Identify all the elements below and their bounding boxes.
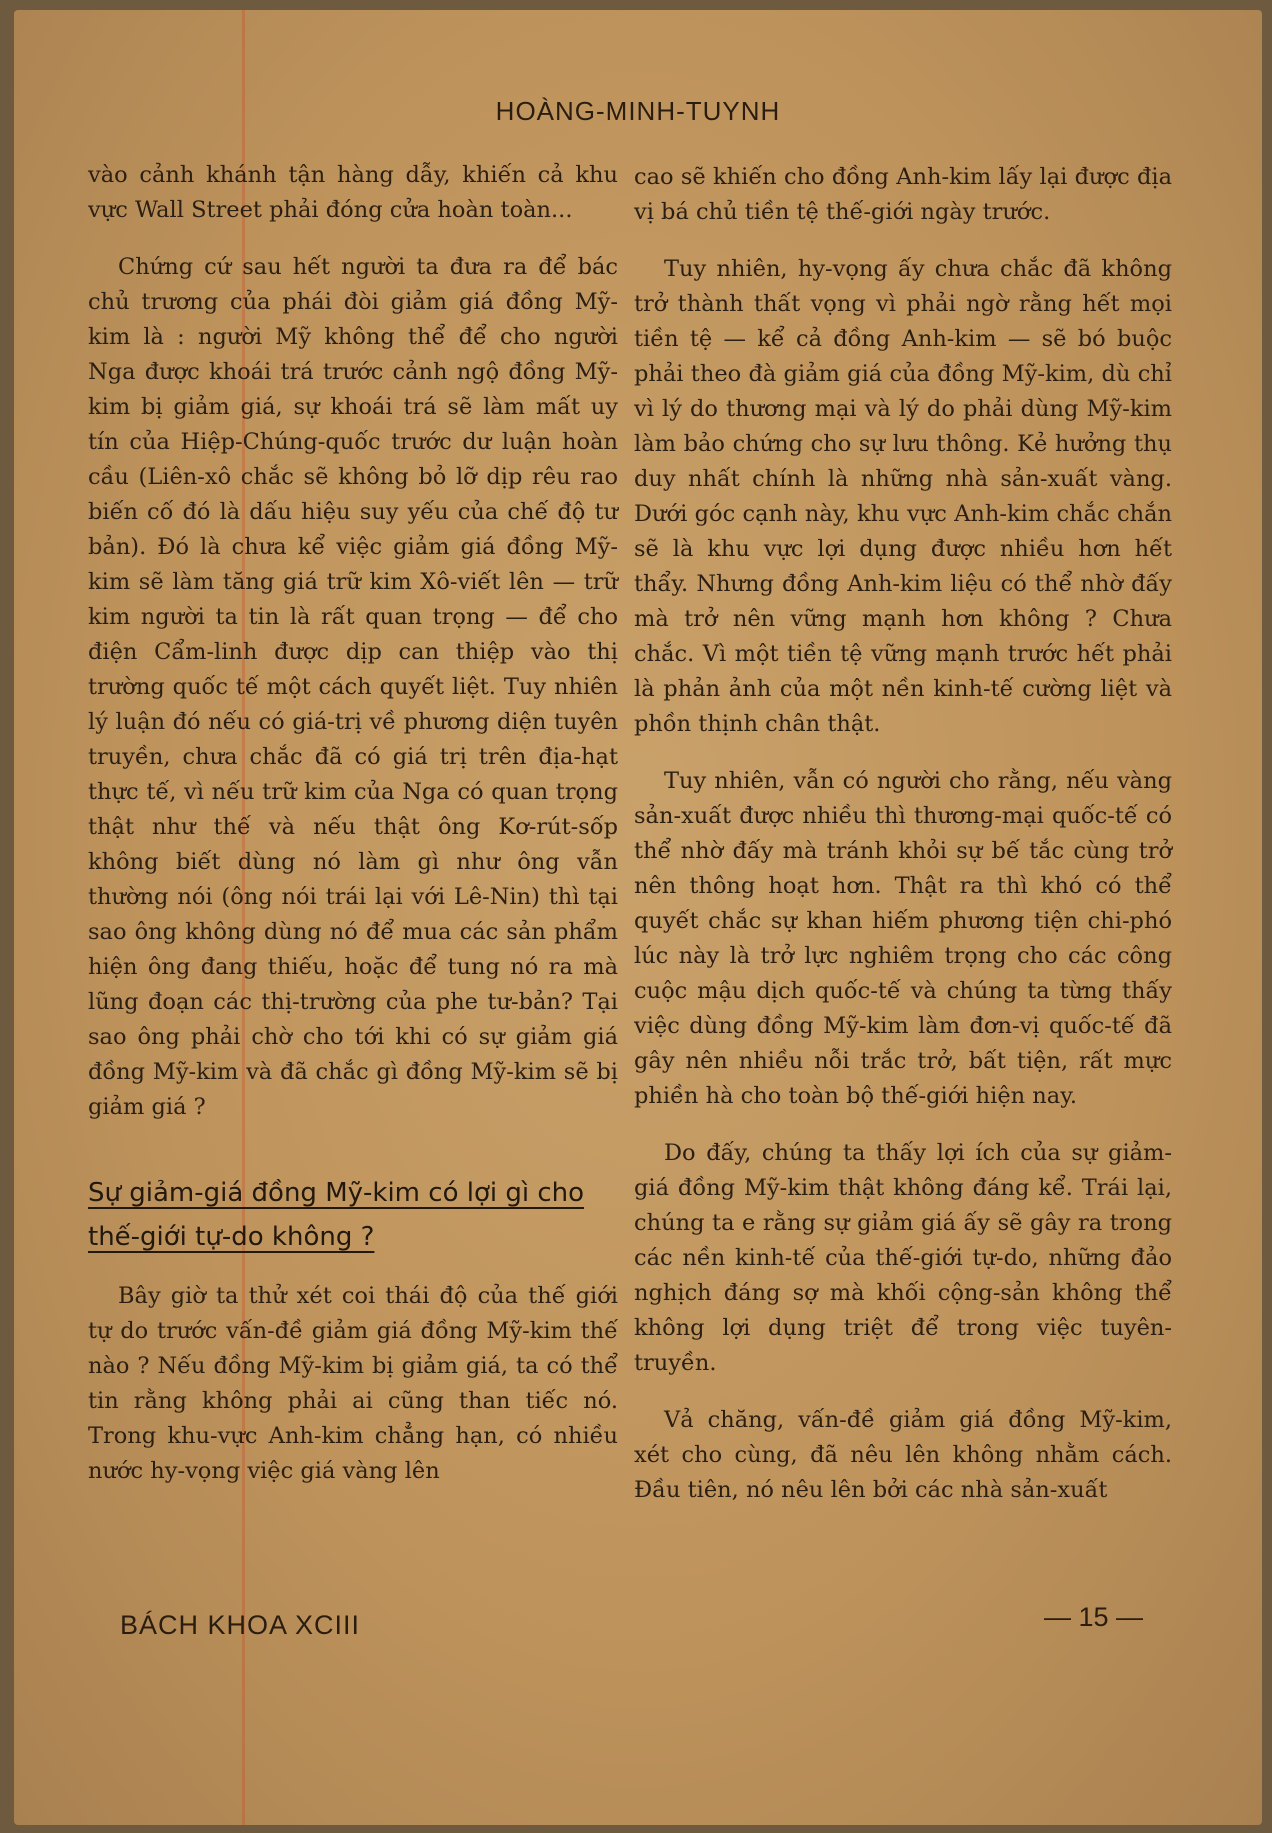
section-heading-text: Sự giảm-giá đồng Mỹ-kim có lợi gì cho thế-giới tự-do không ? bbox=[88, 1178, 585, 1252]
paragraph: Bây giờ ta thử xét coi thái độ của thế giới tự do trước vấn-đề giảm giá đồng Mỹ-kim thế nào ? Nếu đồng Mỹ-kim bị giảm giá, ta có thể tin rằng không phải ai cũng than tiếc nó. Trong khu-vực Anh-kim chẳng hạn, có nhiều nước hy-vọng việc giá vàng lên bbox=[88, 1283, 618, 1484]
paragraph: vào cảnh khánh tận hàng dẫy, khiến cả khu vực Wall Street phải đóng cửa hoàn toàn... bbox=[88, 162, 618, 223]
section-heading bbox=[88, 1171, 618, 1259]
right-column bbox=[634, 160, 1172, 1530]
paragraph: cao sẽ khiến cho đồng Anh-kim lấy lại được địa vị bá chủ tiền tệ thế-giới ngày trước. bbox=[634, 164, 1172, 225]
paragraph: Chứng cứ sau hết người ta đưa ra để bác chủ trương của phái đòi giảm giá đồng Mỹ-kim là : người Mỹ không thể để cho người Nga được khoái trá trước cảnh ngộ đồng Mỹ-kim bị giảm giá, sự khoái trá sẽ làm mất uy tín của Hiệp-Chúng-quốc trước dư luận hoàn cầu (Liên-xô chắc sẽ không bỏ lỡ dịp rêu rao biến cố đó là dấu hiệu suy yếu của chế độ tư bản). Đó là chưa kể việc giảm giá đồng Mỹ-kim sẽ làm tăng giá trữ kim Xô-viết lên — trữ kim người ta tin là rất quan trọng — để cho điện Cẩm-linh được dịp can thiệp vào thị trường quốc tế một cách quyết liệt. Tuy nhiên lý luận đó nếu có giá-trị về phương diện tuyên truyền, chưa chắc đã có giá trị trên địa-hạt thực tế, vì nếu trữ kim của Nga có quan trọng thật như thế và nếu thật ông Kơ-rút-sốp không biết dùng nó làm gì như ông vẫn thường nói (ông nói trái lại với Lê-Nin) thì tại sao ông không dùng nó để mua các sản phẩm hiện ông đang thiếu, hoặc để tung nó ra mà lũng đoạn các thị-trường của phe tư-bản? Tại sao ông phải chờ cho tới khi có sự giảm giá đồng Mỹ-kim và đã chắc gì đồng Mỹ-kim sẽ bị giảm giá ? bbox=[88, 254, 618, 1120]
paragraph: Tuy nhiên, vẫn có người cho rằng, nếu vàng sản-xuất được nhiều thì thương-mại quốc-tế có thể nhờ đấy mà tránh khỏi sự bế tắc cùng trở nên thông hoạt hơn. Thật ra thì khó có thể quyết chắc sự khan hiếm phương tiện chi-phó lúc này là trở lực nghiêm trọng cho các công cuộc mậu dịch quốc-tế và chúng ta từng thấy việc dùng đồng Mỹ-kim làm đơn-vị quốc-tế đã gây nên nhiều nỗi trắc trở, bất tiện, rất mực phiền hà cho toàn bộ thế-giới hiện nay. bbox=[634, 768, 1172, 1109]
publication-footer: BÁCH KHOA XCIII bbox=[120, 1610, 361, 1640]
left-column bbox=[88, 158, 618, 1511]
page-paper bbox=[14, 10, 1262, 1825]
paragraph: Vả chăng, vấn-đề giảm giá đồng Mỹ-kim, xét cho cùng, đã nêu lên không nhằm cách. Đầu tiên, nó nêu lên bởi các nhà sản-xuất bbox=[634, 1407, 1172, 1503]
paragraph: Do đấy, chúng ta thấy lợi ích của sự giảm-giá đồng Mỹ-kim thật không đáng kể. Trái lại, chúng ta e rằng sự giảm giá ấy sẽ gây ra trong các nền kinh-tế của thế-giới tự-do, những đảo nghịch đáng sợ mà khối cộng-sản không thể không lợi dụng triệt để trong việc tuyên-truyền. bbox=[634, 1140, 1172, 1376]
page-number: — 15 — bbox=[1044, 1602, 1144, 1632]
paragraph: Tuy nhiên, hy-vọng ấy chưa chắc đã không trở thành thất vọng vì phải ngờ rằng hết mọi tiền tệ — kể cả đồng Anh-kim — sẽ bó buộc phải theo đà giảm giá của đồng Mỹ-kim, dù chỉ vì lý do thương mại và lý do phải dùng Mỹ-kim làm bảo chứng cho sự lưu thông. Kẻ hưởng thụ duy nhất chính là những nhà sản-xuất vàng. Dưới góc cạnh này, khu vực Anh-kim chắc chắn sẽ là khu vực lợi dụng được nhiều hơn hết thẩy. Nhưng đồng Anh-kim liệu có thể nhờ đấy mà trở nên vững mạnh hơn không ? Chưa chắc. Vì một tiền tệ vững mạnh trước hết phải là phản ảnh của một nền kinh-tế cường liệt và phồn thịnh chân thật. bbox=[634, 256, 1172, 737]
running-title: HOÀNG-MINH-TUYNH bbox=[495, 96, 781, 126]
